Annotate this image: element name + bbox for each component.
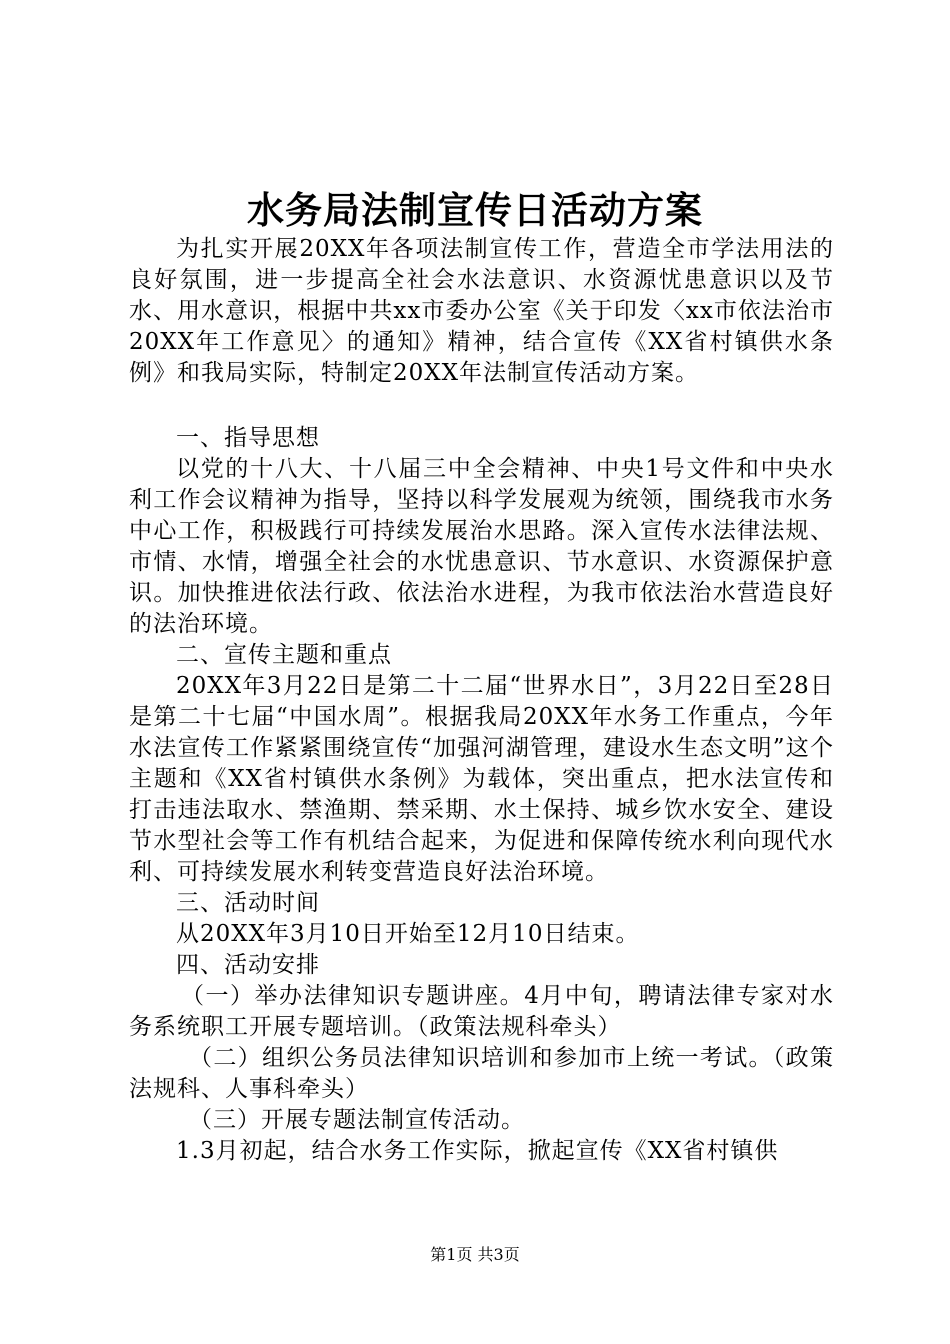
arrangement-item-2: （二）组织公务员法律知识培训和参加市上统一考试。（政策法规科、人事科牵头） xyxy=(129,1045,834,1102)
arrangement-item-3: （三）开展专题法制宣传活动。 xyxy=(189,1107,525,1133)
page-footer: 第1页 共3页 xyxy=(430,1245,520,1264)
section-heading-arrangement: 四、活动安排 xyxy=(176,952,320,978)
intro-paragraph: 为扎实开展20XX年各项法制宣传工作，营造全市学法用法的良好氛围，进一步提高全社会水法意识、水资源忧患意识以及节水、用水意识，根据中共xx市委办公室《关于印发〈xx市依法治市20XX年工作意见〉的通知》精神，结合宣传《XX省村镇供水条例》和我局实际，特制定20XX年法制宣传活动方案。 xyxy=(129,236,834,386)
document-title: 水务局法制宣传日活动方案 xyxy=(247,188,703,232)
section-body-theme: 20XX年3月22日是第二十二届“世界水日”，3月22日至28日是第二十七届“中国水周”。根据我局20XX年水务工作重点，今年水法宣传工作紧紧围绕宣传“加强河湖管理，建设水生态文明”这个主题和《XX省村镇供水条例》为载体，突出重点，把水法宣传和打击违法取水、禁渔期、禁采期、水土保持、城乡饮水安全、建设节水型社会等工作有机结合起来，为促进和保障传统水利向现代水利、可持续发展水利转变营造良好法治环境。 xyxy=(129,673,834,885)
arrangement-item-1: （一）举办法律知识专题讲座。4月中旬，聘请法律专家对水务系统职工开展专题培训。（政策法规科牵头） xyxy=(129,983,834,1040)
section-body-time: 从20XX年3月10日开始至12月10日结束。 xyxy=(176,921,640,947)
section-body-guiding-ideology: 以党的十八大、十八届三中全会精神、中央1号文件和中央水利工作会议精神为指导，坚持以科学发展观为统领，围绕我市水务中心工作，积极践行可持续发展治水思路。深入宣传水法律法规、市情、水情，增强全社会的水忧患意识、节水意识、水资源保护意识。加快推进依法行政、依法治水进程，为我市依法治水营造良好的法治环境。 xyxy=(129,456,834,637)
arrangement-item-3-1: 1.3月初起，结合水务工作实际，掀起宣传《XX省村镇供 xyxy=(176,1138,779,1164)
paragraph-gap xyxy=(129,389,834,423)
section-heading-guiding-ideology: 一、指导思想 xyxy=(176,425,320,451)
document-body xyxy=(129,234,834,1167)
section-heading-time: 三、活动时间 xyxy=(176,890,320,916)
section-heading-theme: 二、宣传主题和重点 xyxy=(176,642,392,668)
